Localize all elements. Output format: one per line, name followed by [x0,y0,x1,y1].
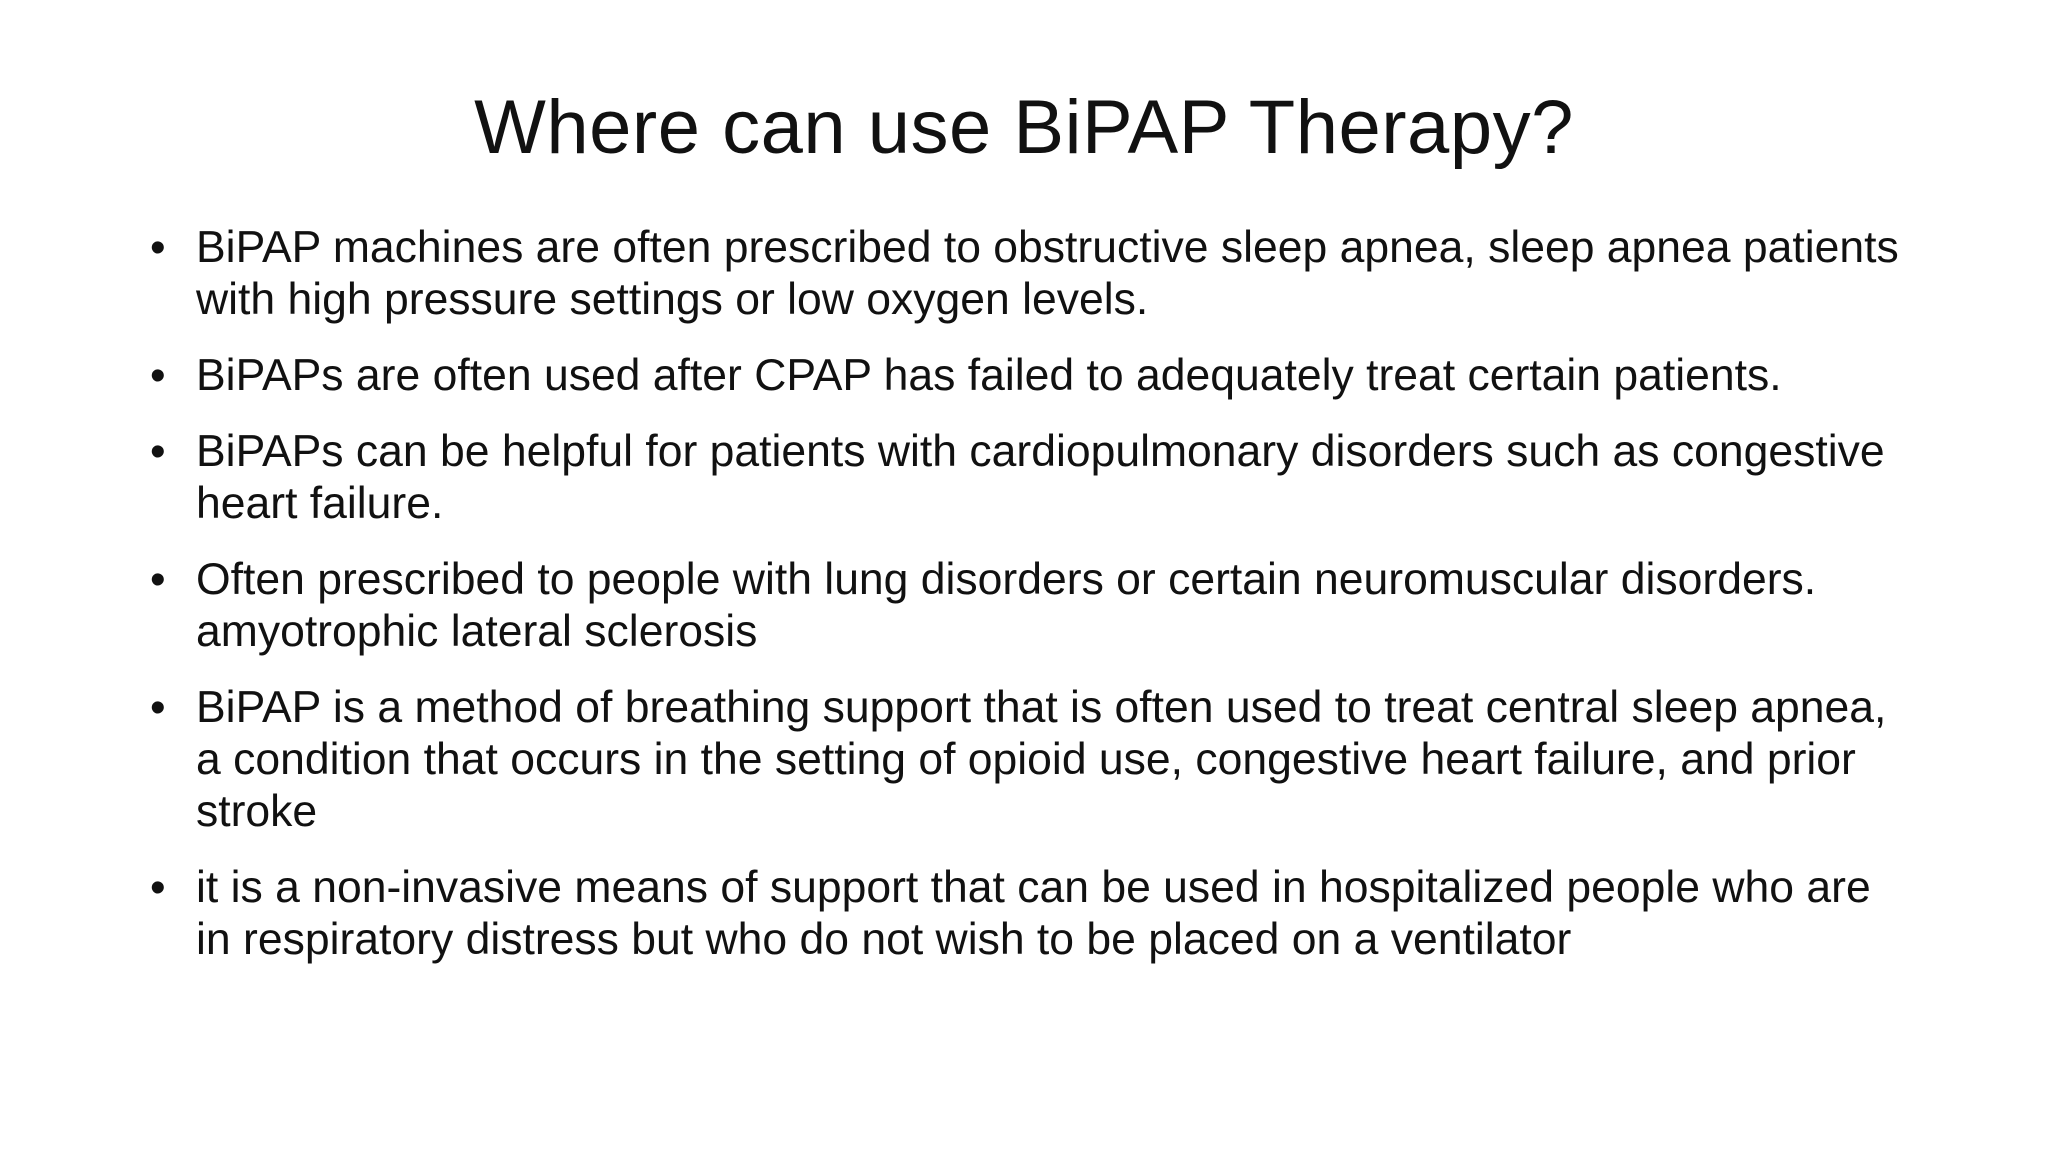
bullet-text: BiPAP is a method of breathing support that is often used to treat central sleep apnea, a condition that occurs in the setting of opioid use, congestive heart failure, and prior stroke [196,683,1887,836]
bullet-item [150,426,1910,530]
bullet-item [150,350,1910,402]
bullet-text: BiPAPs can be helpful for patients with cardiopulmonary disorders such as congestive heart failure. [196,427,1885,528]
bullet-text: BiPAPs are often used after CPAP has failed to adequately treat certain patients. [196,351,1782,400]
bullet-item [150,682,1910,838]
bullet-text: Often prescribed to people with lung disorders or certain neuromuscular disorders. amyotrophic lateral sclerosis [196,555,1817,656]
bullet-text: it is a non-invasive means of support that can be used in hospitalized people who are in respiratory distress but who do not wish to be placed on a ventilator [196,863,1871,964]
bullet-icon: • [150,863,166,912]
bullet-item [150,862,1910,966]
bullet-text: BiPAP machines are often prescribed to obstructive sleep apnea, sleep apnea patients with high pressure settings or low oxygen levels. [196,223,1899,324]
bullet-item [150,554,1910,658]
bullet-icon: • [150,351,166,400]
bullet-icon: • [150,223,166,272]
bullet-icon: • [150,683,166,732]
slide-title: Where can use BiPAP Therapy? [474,85,1574,170]
bullet-icon: • [150,427,166,476]
bullet-icon: • [150,555,166,604]
bullet-item [150,222,1910,326]
bullet-list [150,222,1910,990]
